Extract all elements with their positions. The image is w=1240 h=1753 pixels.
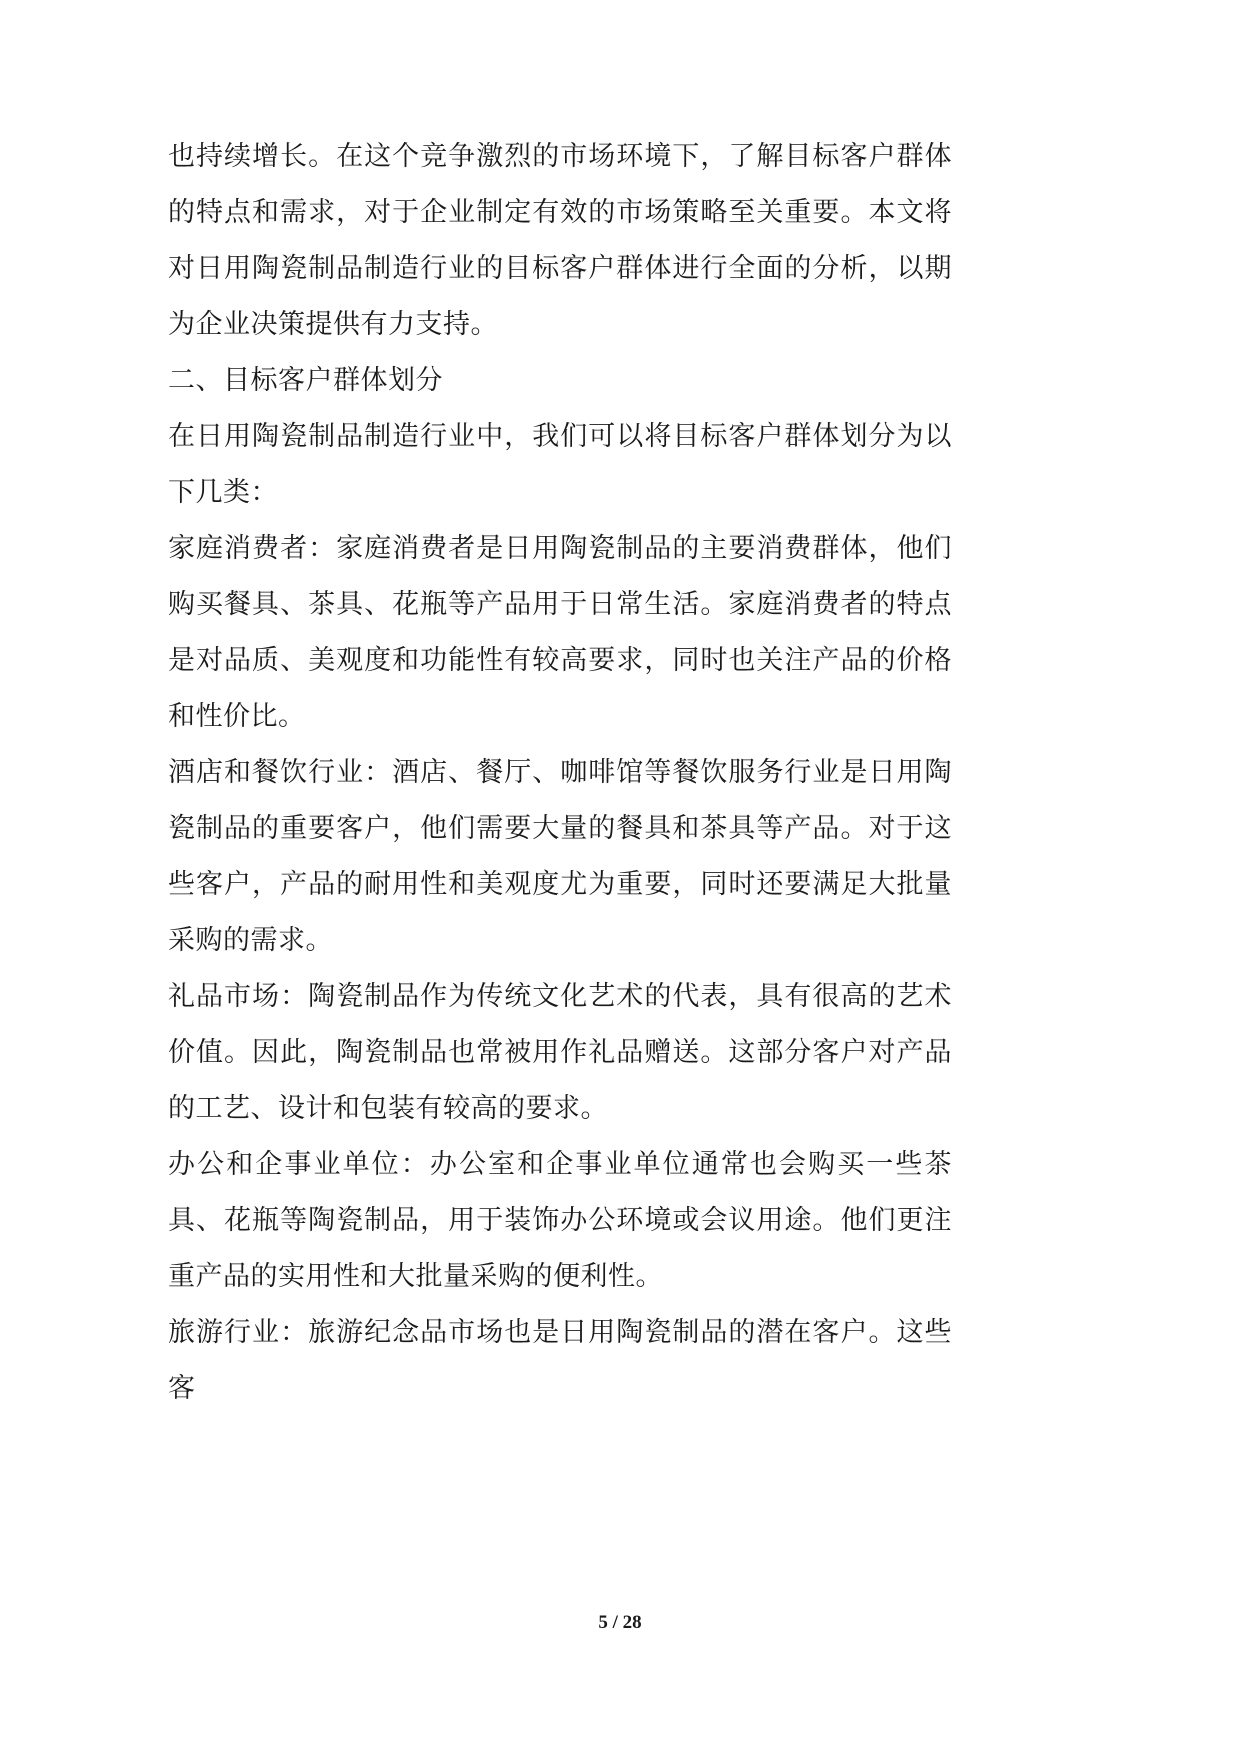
paragraph-intro-continued: 也持续增长。在这个竞争激烈的市场环境下，了解目标客户群体的特点和需求，对于企业制定有效的市场策略至关重要。本文将对日用陶瓷制品制造行业的目标客户群体进行全面的分析，以期为企业决策提供有力支持。 (168, 141, 952, 339)
paragraph-tourism: 旅游行业：旅游纪念品市场也是日用陶瓷制品的潜在客户。这些客 (168, 1317, 952, 1403)
paragraph-office-enterprise: 办公和企事业单位：办公室和企事业单位通常也会购买一些茶具、花瓶等陶瓷制品，用于装饰办公环境或会议用途。他们更注重产品的实用性和大批量采购的便利性。 (168, 1149, 952, 1291)
paragraph-section-heading: 二、目标客户群体划分 (168, 365, 443, 395)
paragraph-household-consumers: 家庭消费者：家庭消费者是日用陶瓷制品的主要消费群体，他们购买餐具、茶具、花瓶等产品用于日常生活。家庭消费者的特点是对品质、美观度和功能性有较高要求，同时也关注产品的价格和性价比。 (168, 533, 952, 731)
paragraph-gift-market: 礼品市场：陶瓷制品作为传统文化艺术的代表，具有很高的艺术价值。因此，陶瓷制品也常被用作礼品赠送。这部分客户对产品的工艺、设计和包装有较高的要求。 (168, 981, 952, 1123)
paragraph-segmentation-intro: 在日用陶瓷制品制造行业中，我们可以将目标客户群体划分为以下几类： (168, 421, 952, 507)
paragraph-hotel-catering: 酒店和餐饮行业：酒店、餐厅、咖啡馆等餐饮服务行业是日用陶瓷制品的重要客户，他们需要大量的餐具和茶具等产品。对于这些客户，产品的耐用性和美观度尤为重要，同时还要满足大批量采购的需求。 (168, 757, 952, 955)
page-number: 5 / 28 (598, 1612, 642, 1633)
page-body (168, 128, 952, 1416)
